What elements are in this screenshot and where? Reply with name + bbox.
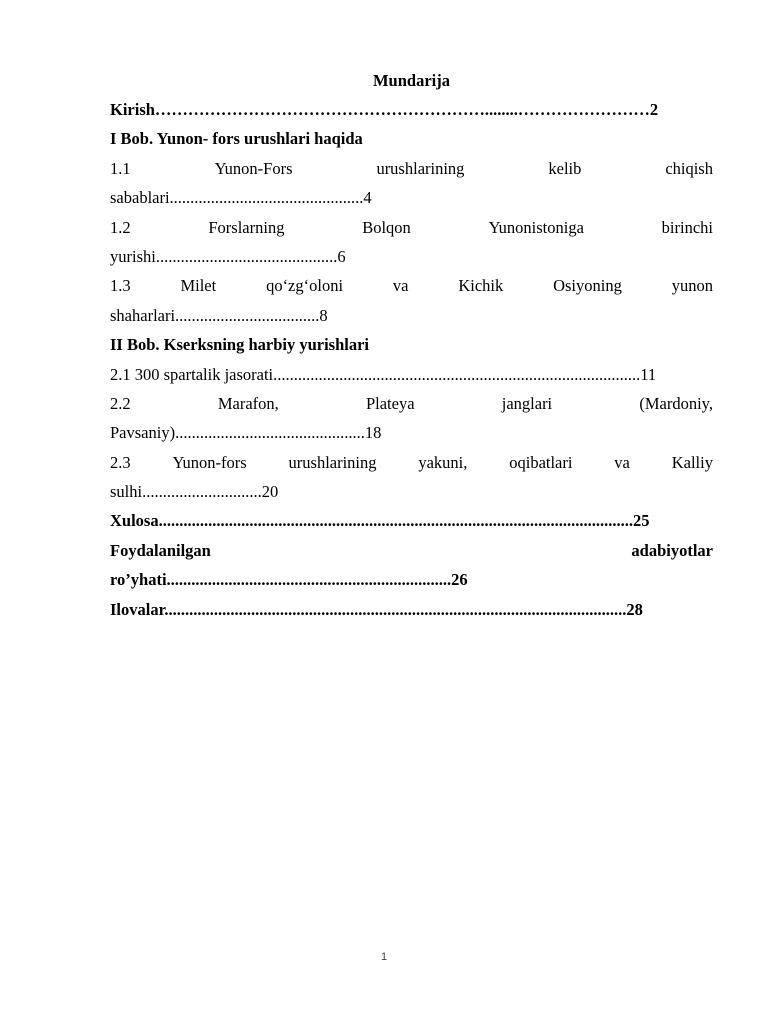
toc-entry-1-3-continued: shaharlari...................................8 — [110, 305, 328, 325]
toc-entry-1-2 — [110, 213, 713, 242]
toc-entry-ilovalar: Ilovalar................................................................................................................28 — [110, 599, 643, 619]
toc-word: adabiyotlar — [631, 540, 713, 560]
toc-entry-1-1 — [110, 154, 713, 183]
toc-word: qo‘zg‘oloni — [266, 276, 344, 296]
toc-word: Foydalanilgan — [110, 540, 211, 560]
toc-entry-2-1: 2.1 300 spartalik jasorati.........................................................................................11 — [110, 364, 657, 384]
toc-word: va — [614, 452, 630, 472]
toc-word: (Mardoniy, — [639, 393, 713, 413]
toc-entry-1-3 — [110, 271, 713, 300]
toc-word: Kalliy — [671, 452, 713, 472]
toc-word: Osiyoning — [553, 276, 622, 296]
toc-word: Milet — [180, 276, 217, 296]
toc-word: Plateya — [365, 393, 415, 413]
toc-word: urushlarining — [376, 158, 465, 178]
toc-word: Kichik — [458, 276, 504, 296]
toc-word: 2.3 — [110, 452, 131, 472]
page-number: 1 — [380, 951, 388, 963]
toc-entry-kirish: Kirish……………………………………………………........……………………2 — [110, 100, 659, 119]
toc-word: kelib — [548, 158, 582, 178]
toc-word: urushlarining — [288, 452, 377, 472]
table-of-contents — [110, 66, 713, 624]
toc-word: birinchi — [661, 217, 713, 237]
toc-word: Yunon-Fors — [214, 158, 293, 178]
toc-entry-2-3 — [110, 448, 713, 477]
toc-word: 1.2 — [110, 217, 131, 237]
toc-chapter-2-heading: II Bob. Kserksning harbiy yurishlari — [110, 335, 370, 355]
toc-word: Yunonistoniga — [488, 217, 584, 237]
toc-word: Forslarning — [208, 217, 285, 237]
toc-entry-2-3-continued: sulhi.............................20 — [110, 482, 279, 502]
toc-chapter-1-heading: I Bob. Yunon- fors urushlari haqida — [110, 129, 363, 149]
toc-word: yakuni, — [418, 452, 468, 472]
toc-word: 1.1 — [110, 158, 131, 178]
toc-entry-2-2 — [110, 389, 713, 418]
toc-word: janglari — [501, 393, 553, 413]
toc-word: Marafon, — [217, 393, 279, 413]
toc-entry-1-1-continued: sabablari...............................................4 — [110, 188, 372, 208]
toc-word: yunon — [671, 276, 713, 296]
toc-word: 2.2 — [110, 393, 131, 413]
toc-word: oqibatlari — [509, 452, 573, 472]
toc-entry-foydalanilgan — [110, 536, 713, 565]
toc-word: 1.3 — [110, 276, 131, 296]
toc-entry-1-2-continued: yurishi............................................6 — [110, 246, 346, 266]
toc-word: chiqish — [665, 158, 713, 178]
toc-word: va — [392, 276, 409, 296]
toc-entry-xulosa: Xulosa...................................................................................................................25 — [110, 511, 650, 531]
toc-entry-foydalanilgan-continued: ro’yhati.....................................................................26 — [110, 570, 468, 590]
toc-title: Mundarija — [372, 71, 450, 90]
toc-word: Bolqon — [362, 217, 411, 237]
toc-entry-2-2-continued: Pavsaniy)..............................................18 — [110, 423, 382, 443]
toc-word: Yunon-fors — [172, 452, 247, 472]
